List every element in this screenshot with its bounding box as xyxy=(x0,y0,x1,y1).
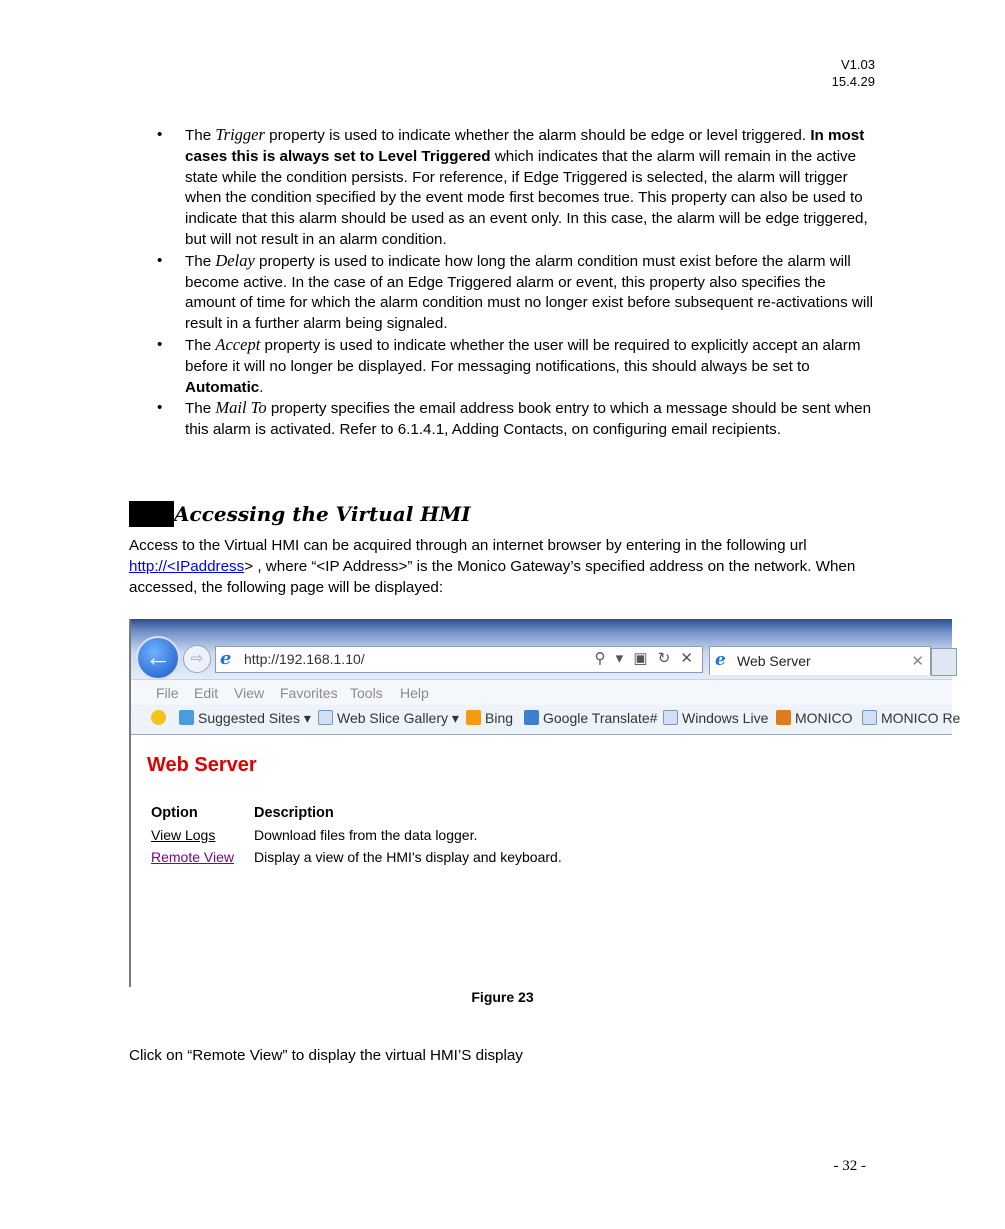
ip-address-link[interactable]: http://<IPaddress xyxy=(129,557,245,575)
fav-label: Windows Live xyxy=(682,710,769,726)
bullet-dot: • xyxy=(157,399,163,417)
tab-title: Web Server xyxy=(737,653,811,669)
document-date: 15.4.29 xyxy=(831,74,875,89)
bullet-text: The xyxy=(185,400,216,418)
remote-view-description: Display a view of the HMI's display and keyboard. xyxy=(254,849,562,865)
bullet-dot: • xyxy=(157,126,163,143)
bullet-dot: • xyxy=(157,335,163,353)
bing-icon xyxy=(466,710,481,725)
tab-web-server[interactable] xyxy=(709,646,931,675)
intro-text: > , where “<IP Address>” is the Monico Gateway’s specified address on the network. When accessed, the following page will be displayed: xyxy=(129,557,856,596)
section-heading xyxy=(129,500,471,528)
menu-help[interactable]: Help xyxy=(400,685,429,701)
term-trigger: Trigger xyxy=(215,125,265,144)
remote-view-link[interactable]: Remote View xyxy=(151,849,235,865)
document-version: V1.03 xyxy=(841,57,875,72)
bullet-delay xyxy=(155,251,880,335)
fav-monico-re[interactable] xyxy=(862,710,960,726)
fav-label: Suggested Sites ▾ xyxy=(198,710,311,726)
property-bullet-list xyxy=(155,125,880,441)
bullet-text: . xyxy=(259,378,264,396)
browser-title-bar xyxy=(131,619,952,679)
fav-label: Web Slice Gallery ▾ xyxy=(337,710,459,726)
folder-icon xyxy=(776,710,791,725)
forward-arrow-icon[interactable]: ⇨ xyxy=(183,645,211,673)
instruction-text: Click on “Remote View” to display the virtual HMI’S display xyxy=(129,1047,523,1064)
fav-bing[interactable] xyxy=(466,710,513,726)
intro-text: Access to the Virtual HMI can be acquired through an internet browser by entering in the following url xyxy=(129,537,807,554)
favorites-bar xyxy=(131,705,961,735)
address-controls-icon[interactable]: ⚲ ▾ ▣ ↻ ✕ xyxy=(594,650,696,667)
web-page-content xyxy=(131,735,952,987)
bullet-bold-text: In most cases this is always set to Level Triggered xyxy=(185,127,865,165)
close-tab-icon[interactable]: ✕ xyxy=(911,653,924,670)
fav-monico[interactable] xyxy=(776,710,853,726)
fav-web-slice-gallery[interactable] xyxy=(318,710,459,727)
redacted-section-number xyxy=(129,501,174,527)
back-arrow-icon[interactable]: ← xyxy=(136,636,180,680)
column-header-description: Description xyxy=(254,805,334,821)
bullet-text: The xyxy=(185,127,216,144)
bullet-trigger xyxy=(155,125,880,251)
fav-google-translate[interactable] xyxy=(524,710,657,726)
bullet-text: The xyxy=(185,252,216,270)
page-title: Web Server xyxy=(147,754,257,776)
menu-favorites[interactable]: Favorites xyxy=(280,685,338,701)
fav-label: Google Translate# xyxy=(543,710,658,726)
fav-label: MONICO xyxy=(795,710,853,726)
column-header-option: Option xyxy=(151,805,198,821)
menu-edit[interactable]: Edit xyxy=(194,685,219,701)
section-heading-text: Accessing the Virtual HMI xyxy=(174,502,471,526)
bullet-dot: • xyxy=(157,251,163,269)
ie-logo-icon: e xyxy=(220,648,232,669)
translate-icon xyxy=(524,710,539,725)
fav-label: Bing xyxy=(485,710,514,726)
term-mail-to: Mail To xyxy=(215,398,267,418)
term-accept: Accept xyxy=(215,334,261,354)
bullet-mail-to xyxy=(155,398,880,441)
bullet-text: property is used to indicate whether the user will be required to explicitly accept an alarm before it will no longer be displayed. For messaging notifications, this should always be set to xyxy=(185,336,861,375)
bullet-accept xyxy=(155,335,880,398)
bullet-text: property is used to indicate whether the alarm should be edge or level triggered. xyxy=(264,127,811,144)
bullet-text: property specifies the email address book entry to which a message should be sent when this alarm is activated. Refer to 6.1.4.1, Adding Contacts, on configuring email recipients. xyxy=(185,400,872,439)
figure-caption: Figure 23 xyxy=(471,989,534,1005)
intro-paragraph xyxy=(129,536,869,598)
page-icon xyxy=(663,710,678,725)
page-icon xyxy=(318,710,333,725)
menu-tools[interactable]: Tools xyxy=(350,685,383,701)
bullet-text: The xyxy=(185,336,216,354)
bullet-text: property is used to indicate how long the alarm condition must exist before the alarm will become active. In the case of an Edge Triggered alarm or event, this property also specifies the amount of time for which the alarm condition must no longer exist before subsequent re-activations will result in a further alarm being signaled. xyxy=(185,252,873,333)
browser-screenshot xyxy=(129,619,961,987)
term-delay: Delay xyxy=(215,250,255,270)
ie-page-icon xyxy=(179,710,194,725)
fav-suggested-sites[interactable] xyxy=(179,710,311,727)
address-bar[interactable] xyxy=(215,646,703,673)
menu-file[interactable]: File xyxy=(156,685,179,701)
menu-bar xyxy=(131,679,952,706)
menu-view[interactable]: View xyxy=(234,685,265,701)
ie-logo-icon: e xyxy=(715,650,726,670)
fav-windows-live[interactable] xyxy=(663,710,768,726)
fav-label: MONICO Re xyxy=(881,710,961,726)
view-logs-description: Download files from the data logger. xyxy=(254,827,478,843)
view-logs-link[interactable]: View Logs xyxy=(151,827,216,843)
bullet-bold-text: Automatic xyxy=(185,378,260,396)
favorites-star-icon[interactable] xyxy=(151,710,170,726)
page-number: - 32 - xyxy=(833,1158,866,1174)
new-tab-button[interactable] xyxy=(931,648,957,676)
address-url[interactable]: http://192.168.1.10/ xyxy=(244,651,365,667)
bullet-text: which indicates that the alarm will remain in the active state while the condition persists. For reference, if Edge Triggered is selected, the alarm will trigger when the condition specified by the event mode first becomes true. This property can also be used to indicate that this alarm should be used as an event only. In this case, the alarm will be edge triggered, but will not result in an alarm condition. xyxy=(185,147,868,248)
page-icon xyxy=(862,710,877,725)
